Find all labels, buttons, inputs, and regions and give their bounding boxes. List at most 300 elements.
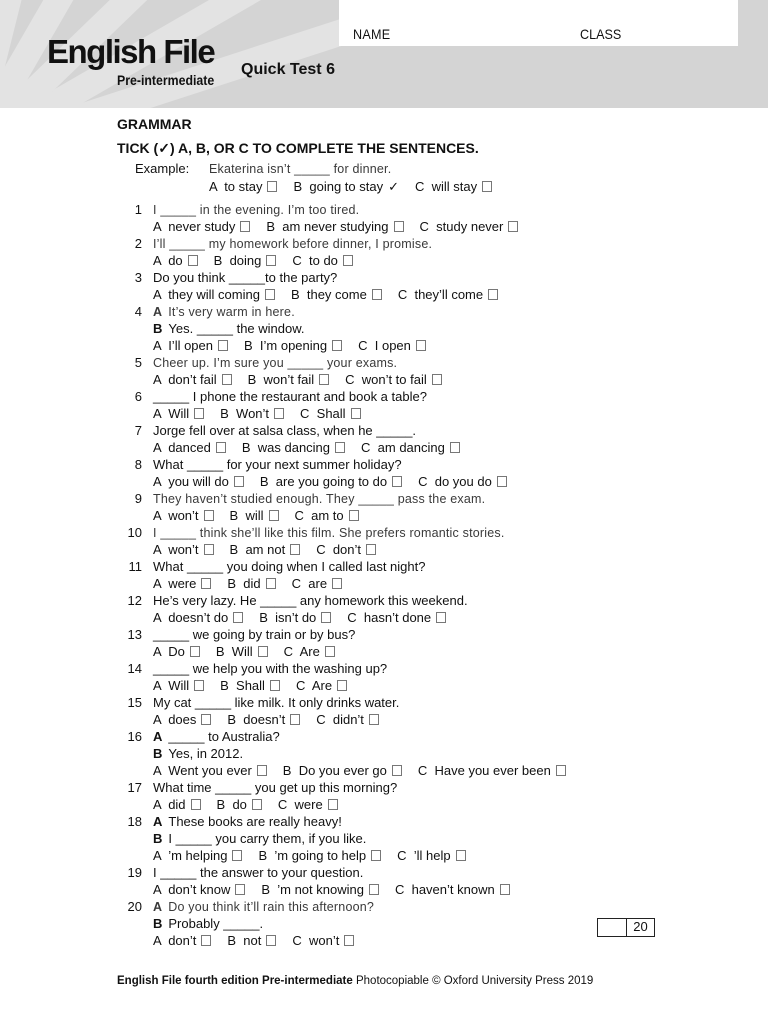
option-letter: B: [293, 179, 310, 194]
checkbox-icon[interactable]: [335, 442, 345, 453]
option-text: Will: [231, 644, 253, 659]
answer-option[interactable]: [398, 287, 498, 303]
checkbox-icon[interactable]: [450, 442, 460, 453]
options-row: [153, 542, 392, 558]
question-sentence: He’s very lazy. He _____ any homework this weekend.: [153, 593, 468, 608]
question-text: [153, 627, 355, 643]
answer-option[interactable]: [266, 219, 403, 235]
answer-option[interactable]: [153, 474, 244, 490]
answer-option[interactable]: [291, 287, 382, 303]
name-label: NAME: [353, 26, 391, 42]
question-text: [153, 593, 468, 609]
option-letter: A: [153, 406, 169, 421]
answer-option[interactable]: [418, 474, 507, 490]
answer-option[interactable]: [415, 179, 492, 195]
question-number: 13: [127, 627, 142, 642]
answer-option[interactable]: [259, 610, 331, 626]
question-sentence: Jorge fell over at salsa class, when he _____.: [153, 423, 417, 438]
checkbox-icon[interactable]: [392, 476, 402, 487]
option-text: ’ll help: [413, 848, 451, 863]
option-letter: C: [397, 848, 414, 863]
checkbox-icon[interactable]: [194, 408, 204, 419]
option-text: I’m opening: [259, 338, 328, 353]
answer-option[interactable]: [292, 933, 354, 949]
options-row: [153, 882, 526, 898]
question-text: [153, 831, 366, 847]
answer-option[interactable]: [420, 219, 519, 235]
answer-option[interactable]: [300, 406, 361, 422]
question-sentence: _____ we help you with the washing up?: [153, 661, 388, 676]
option-text: I’ll open: [168, 338, 213, 353]
option-text: was dancing: [257, 440, 331, 455]
option-text: hasn’t done: [363, 610, 432, 625]
question-sentence: What _____ for your next summer holiday?: [153, 457, 402, 472]
answer-option[interactable]: [230, 542, 301, 558]
answer-option[interactable]: [153, 882, 245, 898]
answer-option[interactable]: [153, 542, 214, 558]
question-text: [153, 865, 363, 881]
options-row: [153, 406, 377, 422]
option-letter: A: [153, 219, 169, 234]
answer-option[interactable]: [316, 542, 376, 558]
option-letter: B: [244, 338, 260, 353]
question-sentence: Do you think _____to the party?: [153, 270, 338, 285]
answer-option[interactable]: [153, 610, 243, 626]
checkbox-icon[interactable]: [194, 680, 204, 691]
options-row: [153, 848, 482, 864]
answer-option[interactable]: [214, 253, 277, 269]
question-number: 1: [134, 202, 142, 217]
checkbox-icon[interactable]: [337, 680, 347, 691]
options-row: [153, 440, 476, 456]
option-text: you will do: [168, 474, 229, 489]
answer-option[interactable]: [153, 763, 267, 779]
footer-title: English File fourth edition Pre-intermediate: [117, 975, 353, 987]
question-text: [153, 814, 342, 830]
answer-option[interactable]: [227, 712, 300, 728]
checkbox-icon[interactable]: [392, 765, 402, 776]
option-letter: A: [153, 287, 169, 302]
option-letter: A: [153, 576, 169, 591]
option-letter: B: [213, 253, 230, 268]
answer-option[interactable]: [293, 179, 399, 195]
options-row: [153, 610, 462, 626]
checkbox-icon[interactable]: [497, 476, 507, 487]
options-row: [153, 797, 354, 813]
option-text: does: [168, 712, 197, 727]
answer-option[interactable]: [230, 508, 279, 524]
question-sentence: I _____ the answer to your question.: [153, 865, 364, 880]
checkbox-icon[interactable]: [432, 374, 442, 385]
checkbox-icon[interactable]: [488, 289, 498, 300]
checkbox-icon[interactable]: [258, 646, 268, 657]
checkbox-icon[interactable]: [216, 442, 226, 453]
option-text: don’t fail: [168, 372, 217, 387]
option-letter: C: [277, 797, 295, 812]
checkbox-icon[interactable]: [372, 289, 382, 300]
option-letter: A: [153, 933, 169, 948]
option-text: doesn’t do: [168, 610, 229, 625]
checkbox-icon[interactable]: [269, 510, 279, 521]
checkbox-icon[interactable]: [222, 374, 232, 385]
option-text: Shall: [236, 678, 265, 693]
option-text: won’t: [309, 933, 340, 948]
question-number: 12: [127, 593, 142, 608]
option-text: Do you ever go: [298, 763, 387, 778]
option-letter: A: [153, 542, 169, 557]
answer-option[interactable]: [227, 933, 276, 949]
checkbox-icon[interactable]: [343, 255, 353, 266]
checkbox-icon[interactable]: [204, 544, 214, 555]
answer-option[interactable]: [295, 508, 359, 524]
checkbox-icon[interactable]: [233, 612, 243, 623]
question-sentence: They haven’t studied enough. They _____ pass the exam.: [153, 492, 486, 506]
option-text: they’ll come: [414, 287, 484, 302]
answer-option[interactable]: [284, 644, 335, 660]
option-letter: B: [227, 933, 244, 948]
question-text: [153, 661, 387, 677]
option-text: Are: [311, 678, 333, 693]
checkbox-icon[interactable]: [332, 578, 342, 589]
question-sentence: What time _____ you get up this morning?: [153, 780, 398, 795]
checkbox-icon[interactable]: [232, 850, 242, 861]
question-text: [153, 491, 485, 507]
checkbox-icon[interactable]: [234, 476, 244, 487]
answer-option[interactable]: [345, 372, 442, 388]
speaker-label: A: [153, 900, 163, 914]
question-number: 18: [127, 814, 142, 829]
answer-option[interactable]: [296, 678, 347, 694]
answer-option[interactable]: [227, 576, 275, 592]
checkbox-icon[interactable]: [235, 884, 245, 895]
checkbox-icon[interactable]: [188, 255, 198, 266]
options-row: [153, 219, 534, 235]
question-sentence: Do you think it’ll rain this afternoon?: [168, 900, 375, 914]
checkbox-icon[interactable]: [436, 612, 446, 623]
option-text: Shall: [316, 406, 346, 421]
question-number: 4: [134, 304, 142, 319]
checkbox-icon[interactable]: [416, 340, 426, 351]
option-text: are: [308, 576, 328, 591]
question-text: [153, 695, 399, 711]
option-letter: C: [418, 474, 435, 489]
answer-option[interactable]: [248, 372, 329, 388]
answer-option[interactable]: [153, 508, 214, 524]
checkbox-icon[interactable]: [266, 255, 276, 266]
option-letter: A: [153, 508, 169, 523]
option-letter: B: [215, 644, 232, 659]
answer-option[interactable]: [220, 406, 284, 422]
footer-copyright: Photocopiable © Oxford University Press 2019: [352, 975, 594, 987]
answer-option[interactable]: [216, 644, 268, 660]
option-text: isn’t do: [275, 610, 317, 625]
option-text: am never studying: [282, 219, 389, 234]
checkbox-icon[interactable]: [201, 714, 211, 725]
checkbox-icon[interactable]: [369, 714, 379, 725]
checkbox-icon[interactable]: [274, 408, 284, 419]
options-row: [153, 933, 370, 949]
answer-option[interactable]: [395, 882, 510, 898]
answer-option[interactable]: [209, 179, 277, 195]
checkbox-icon[interactable]: [456, 850, 466, 861]
option-text: will stay: [431, 179, 478, 194]
answer-option[interactable]: [153, 678, 204, 694]
option-text: going to stay: [309, 179, 384, 194]
question-number: 2: [134, 236, 142, 251]
question-sentence: My cat _____ like milk. It only drinks water.: [153, 695, 400, 710]
option-letter: B: [216, 797, 233, 812]
option-text: they come: [306, 287, 367, 302]
options-row: [153, 763, 582, 779]
answer-option[interactable]: [292, 576, 342, 592]
option-letter: B: [266, 219, 283, 234]
option-text: were: [168, 576, 197, 591]
option-letter: C: [316, 712, 333, 727]
option-letter: A: [153, 763, 169, 778]
answer-option[interactable]: [283, 763, 402, 779]
answer-option[interactable]: [153, 219, 250, 235]
checkbox-icon[interactable]: [252, 799, 262, 810]
score-total: 20: [633, 919, 648, 934]
options-row: [153, 508, 375, 524]
name-class-box: [339, 0, 738, 46]
checkbox-icon[interactable]: [270, 680, 280, 691]
answer-option[interactable]: [244, 338, 342, 354]
question-text: [153, 202, 359, 218]
option-letter: C: [394, 882, 412, 897]
option-text: did: [168, 797, 186, 812]
option-letter: B: [227, 712, 244, 727]
option-letter: A: [153, 253, 169, 268]
class-label: CLASS: [580, 26, 622, 42]
speaker-label: A: [153, 814, 163, 829]
option-letter: B: [247, 372, 264, 387]
answer-option[interactable]: [261, 882, 379, 898]
option-letter: A: [153, 644, 169, 659]
option-letter: A: [153, 610, 169, 625]
options-row: [153, 644, 351, 660]
question-sentence: What _____ you doing when I called last night?: [153, 559, 426, 574]
checkbox-icon[interactable]: [332, 340, 342, 351]
answer-option[interactable]: [153, 287, 275, 303]
question-sentence: Probably _____.: [168, 916, 264, 931]
option-letter: A: [153, 372, 169, 387]
question-sentence: These books are really heavy!: [168, 814, 342, 829]
question-number: 5: [134, 355, 142, 370]
question-text: [153, 525, 505, 541]
option-letter: C: [345, 372, 362, 387]
answer-option[interactable]: [347, 610, 446, 626]
option-letter: C: [292, 933, 309, 948]
answer-option[interactable]: [397, 848, 465, 864]
answer-option[interactable]: [316, 712, 379, 728]
answer-option[interactable]: [292, 253, 353, 269]
question-sentence: Cheer up. I’m sure you _____ your exams.: [153, 356, 398, 370]
question-text: [153, 355, 397, 371]
question-number: 16: [127, 729, 142, 744]
answer-option[interactable]: [153, 712, 211, 728]
option-text: I open: [374, 338, 411, 353]
option-letter: C: [294, 508, 312, 523]
option-text: am to: [311, 508, 344, 523]
option-text: do: [232, 797, 247, 812]
speaker-label: B: [153, 321, 163, 336]
option-letter: A: [209, 179, 225, 194]
checkbox-icon[interactable]: [325, 646, 335, 657]
question-number: 9: [134, 491, 142, 506]
instruction: TICK (✓) A, B, OR C TO COMPLETE THE SENTENCES.: [117, 140, 479, 156]
question-sentence: I _____ you carry them, if you like.: [168, 831, 367, 846]
options-row: [153, 474, 523, 490]
option-text: Will: [168, 678, 190, 693]
answer-option[interactable]: [153, 644, 200, 660]
checkbox-icon[interactable]: [321, 612, 331, 623]
speaker-label: A: [153, 729, 163, 744]
checkbox-icon[interactable]: [556, 765, 566, 776]
options-row: [209, 179, 508, 195]
checkbox-icon[interactable]: [201, 578, 211, 589]
checkbox-icon[interactable]: [204, 510, 214, 521]
option-text: Will: [168, 406, 190, 421]
test-title: Quick Test 6: [241, 61, 335, 78]
checkbox-icon[interactable]: [267, 181, 277, 192]
options-row: [153, 372, 458, 388]
question-text: [153, 236, 432, 252]
answer-option[interactable]: [153, 253, 198, 269]
option-text: did: [243, 576, 261, 591]
option-text: will: [245, 508, 264, 523]
checkbox-icon[interactable]: [190, 646, 200, 657]
options-row: [153, 678, 363, 694]
checkbox-icon[interactable]: [266, 935, 276, 946]
question-number: 20: [127, 899, 142, 914]
option-letter: C: [316, 542, 333, 557]
option-text: Have you ever been: [434, 763, 551, 778]
checkbox-icon[interactable]: [240, 221, 250, 232]
option-letter: C: [300, 406, 317, 421]
question-sentence: It’s very warm in here.: [168, 305, 295, 319]
speaker-label: A: [153, 305, 163, 319]
question-number: 15: [127, 695, 142, 710]
option-letter: B: [220, 406, 237, 421]
checkbox-icon[interactable]: [319, 374, 329, 385]
checkbox-icon[interactable]: [265, 289, 275, 300]
speaker-label: B: [153, 916, 163, 931]
checkbox-icon[interactable]: [257, 765, 267, 776]
question-text: [153, 270, 337, 286]
answer-option[interactable]: [258, 848, 381, 864]
question-text: [153, 746, 243, 762]
option-letter: C: [347, 610, 364, 625]
answer-option[interactable]: [153, 848, 242, 864]
option-text: danced: [168, 440, 211, 455]
answer-option[interactable]: [361, 440, 460, 456]
question-sentence: Yes, in 2012.: [168, 746, 244, 761]
checkbox-icon[interactable]: [371, 850, 381, 861]
options-row: [153, 287, 514, 303]
option-text: Do: [168, 644, 185, 659]
speaker-label: B: [153, 831, 163, 846]
checkbox-icon[interactable]: [290, 544, 300, 555]
question-text: [153, 389, 427, 405]
checkbox-icon[interactable]: [218, 340, 228, 351]
checkbox-icon[interactable]: [266, 578, 276, 589]
option-text: never study: [168, 219, 236, 234]
option-letter: B: [259, 610, 276, 625]
answer-option[interactable]: [153, 797, 201, 813]
question-number: 17: [127, 780, 142, 795]
option-letter: A: [153, 848, 169, 863]
checkbox-icon[interactable]: [328, 799, 338, 810]
answer-option[interactable]: [153, 372, 232, 388]
checkbox-icon[interactable]: [500, 884, 510, 895]
answer-option[interactable]: [153, 440, 226, 456]
checkbox-icon[interactable]: [344, 935, 354, 946]
question-sentence: _____ I phone the restaurant and book a table?: [153, 389, 427, 404]
answer-option[interactable]: [153, 406, 204, 422]
option-letter: B: [258, 848, 275, 863]
checkbox-icon[interactable]: [394, 221, 404, 232]
option-letter: C: [419, 219, 437, 234]
checkbox-icon[interactable]: [201, 935, 211, 946]
checkbox-icon[interactable]: [191, 799, 201, 810]
option-letter: B: [227, 576, 244, 591]
option-text: ’m going to help: [274, 848, 367, 863]
question-text: [153, 559, 425, 575]
option-letter: C: [283, 644, 300, 659]
option-letter: C: [361, 440, 378, 455]
option-letter: C: [417, 763, 435, 778]
option-text: do: [168, 253, 183, 268]
option-text: not: [243, 933, 262, 948]
score-divider: [626, 918, 627, 937]
answer-option[interactable]: [260, 474, 402, 490]
answer-option[interactable]: [153, 933, 211, 949]
option-text: ’m not knowing: [277, 882, 364, 897]
answer-option[interactable]: [242, 440, 345, 456]
answer-option[interactable]: [153, 338, 228, 354]
checkbox-icon[interactable]: [366, 544, 376, 555]
answer-option[interactable]: [217, 797, 262, 813]
answer-option[interactable]: [278, 797, 338, 813]
option-text: ’m helping: [168, 848, 228, 863]
checkbox-icon[interactable]: [482, 181, 492, 192]
option-text: don’t: [168, 933, 197, 948]
option-letter: A: [153, 882, 169, 897]
section-title: GRAMMAR: [117, 116, 192, 132]
option-letter: B: [261, 882, 278, 897]
question-text: [153, 304, 295, 320]
question-text: [153, 729, 280, 745]
question-sentence: _____ to Australia?: [168, 729, 280, 744]
checkbox-icon[interactable]: [508, 221, 518, 232]
option-letter: A: [153, 712, 169, 727]
checkbox-icon[interactable]: [290, 714, 300, 725]
checkbox-icon[interactable]: [369, 884, 379, 895]
answer-option[interactable]: [358, 338, 426, 354]
option-text: won’t to fail: [361, 372, 427, 387]
answer-option[interactable]: [153, 576, 211, 592]
checkbox-icon[interactable]: [349, 510, 359, 521]
speaker-label: B: [153, 746, 163, 761]
logo-subtitle: Pre-intermediate: [117, 72, 215, 88]
answer-option[interactable]: [418, 763, 566, 779]
option-letter: C: [292, 253, 309, 268]
option-letter: B: [241, 440, 258, 455]
question-sentence: _____ we going by train or by bus?: [153, 627, 356, 642]
checkbox-icon[interactable]: [351, 408, 361, 419]
answer-option[interactable]: [220, 678, 280, 694]
